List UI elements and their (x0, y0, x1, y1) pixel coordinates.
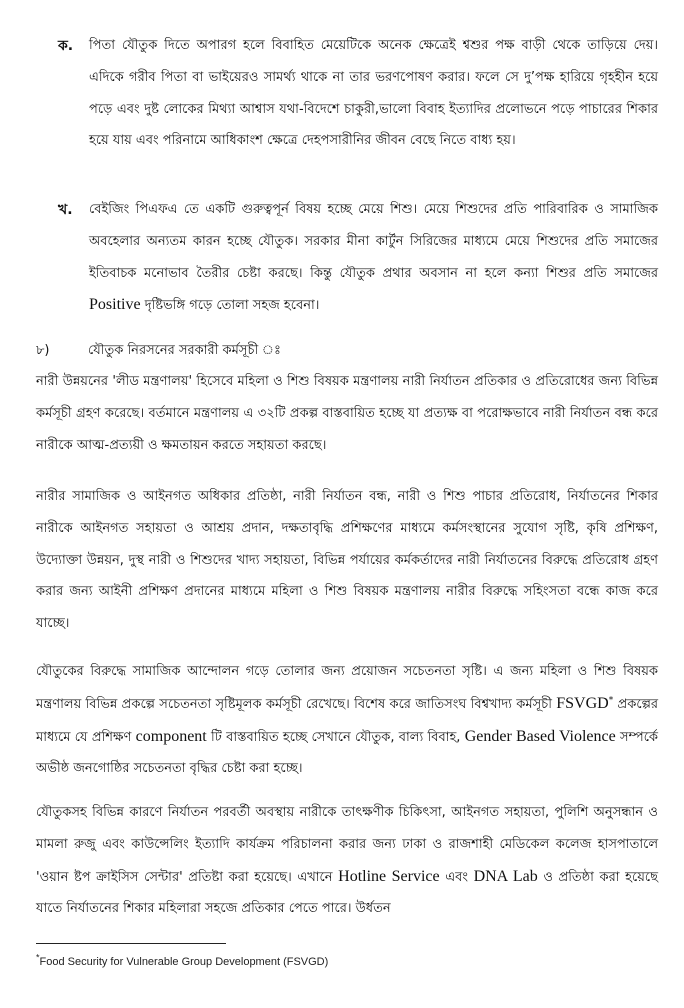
latin-term: component (135, 727, 207, 745)
latin-term: Hotline Service (338, 867, 440, 885)
latin-term: Positive (89, 296, 141, 314)
text-run: যৌতুকের বিরুদ্ধে সামাজিক আন্দোলন গড়ে তোলার জন্য প্রয়োজন সচেতনতা সৃষ্টি। এ জন্য মহিলা ও শিশু বিষয়ক মন্ত্রণালয় বিভিন্ন প্রকল্পে সচেতনতা সৃষ্টিমূলক কর্মসূচী রেখেছে। বিশেষ করে জাতিসংঘ বিশ্বখাদ্য কর্মসূচী (36, 664, 658, 712)
list-item-text: পিতা যৌতুক দিতে অপারগ হলে বিবাহিত মেয়েটিকে অনেক ক্ষেত্রেই শ্বশুর পক্ষ বাড়ী থেকে তাড়িয়ে দেয়। এদিকে গরীব পিতা বা ভাইয়েরও সামর্থ্য থাকে না তার ভরণপোষণ করার। ফলে সে দু’পক্ষ হারিয়ে গৃহহীন হয়ে পড়ে এবং দুষ্ট লোকের মিথ্যা আশ্বাস যথা-বিদেশে চাকুরী,ভালো বিবাহ ইত্যাদির প্রলোভনে পড়ে পাচারের শিকার হয়ে যায় এবং পরিনামে আধিকাংশ ক্ষেত্রে দেহপসারীনির জীবন বেছে নিতে বাধ্য হয়। (89, 38, 658, 149)
list-item-text (89, 194, 658, 322)
paragraph (36, 656, 658, 785)
text-run: ও প্রতিষ্ঠা করা হয়েছে যাতে নির্যাতনের শিকার মহিলারা সহজে প্রতিকার পেতে পারে। উর্ধতন (36, 869, 658, 917)
paragraph: নারী উন্নয়নের 'লীড মন্ত্রণালয়' হিসেবে মহিলা ও শিশু বিষয়ক মন্ত্রণালয় নারী নির্যাতন প্রতিকার ও প্রতিরোধের জন্য বিভিন্ন কর্মসূচী গ্রহণ করেছে। বর্তমানে মন্ত্রণালয় এ ৩২টি প্রকল্প বাস্তবায়িত হচ্ছে যা প্রত্যক্ষ বা পরোক্ষভাবে নারী নির্যাতন বন্ধ করে নারীকে আত্ম-প্রত্যয়ী ও ক্ষমতায়ন করতে সহায়তা করছে। (36, 374, 658, 453)
footnote-divider (36, 943, 226, 944)
list-marker: ক. (58, 38, 74, 54)
section-title: যৌতুক নিরসনের সরকারী কর্মসূচী ঃ (88, 343, 281, 358)
list-item-kha (58, 194, 658, 322)
list-item-ka (58, 30, 658, 157)
text-run: টি বাস্তবায়িত হচ্ছে সেখানে যৌতুক, বাল্য বিবাহ, (206, 729, 465, 745)
section-heading (36, 336, 636, 366)
text-run: সম্পর্কে অভীষ্ঠ জনগোষ্ঠির সচেতনতা বৃদ্ধির চেষ্টা করা হচ্ছে। (36, 729, 659, 777)
footnote-mark: * (36, 952, 40, 963)
text-run: যৌতুকসহ বিভিন্ন কারণে নির্যাতন পরবর্তী অবস্থায় নারীকে তাৎক্ষণীক চিকিৎসা, আইনগত সহায়তা, পুলিশি অনুসন্ধান ও মামলা রুজু এবং কাউন্সেলিং ইত্যাদি কার্যক্রম পরিচালনা করার জন্য ঢাকা ও রাজশাহী মেডিকেল কলেজ হাসপাতালে 'ওয়ান ষ্টপ ক্রাইসিস সেন্টার' প্রতিষ্টা করা হয়েছে। এখানে (36, 805, 658, 885)
footnote-text: Food Security for Vulnerable Group Development (FSVGD) (39, 956, 329, 968)
text-run: এবং (439, 869, 474, 885)
paragraph (36, 797, 658, 925)
section-number: ৮) (36, 343, 50, 358)
latin-term: DNA Lab (473, 867, 538, 885)
footnote (36, 952, 329, 969)
paragraph: নারীর সামাজিক ও আইনগত অধিকার প্রতিষ্ঠা, নারী নির্যাতন বন্ধ, নারী ও শিশু পাচার প্রতিরোধ, নির্যাতনের শিকার নারীকে আইনগত সহায়তা ও আশ্রয় প্রদান, দক্ষতাবৃদ্ধি প্রশিক্ষণের মাধ্যমে কর্মসংস্থানের সুযোগ সৃষ্টি, কৃষি প্রশিক্ষণ, উদ্যোক্তা উন্নয়ন, দুস্থ নারী ও শিশুদের খাদ্য সহায়তা, বিভিন্ন পর্যায়ের কর্মকর্তাদের নারী নির্যাতনের বিরুদ্ধে প্রতিরোধ গ্রহণ করার জন্য আইনী প্রশিক্ষণ প্রদানের মাধ্যমে মহিলা ও শিশু বিষয়ক মন্ত্রণালয় নারীর বিরুদ্ধে সহিংসতা বন্ধে কাজ করে যাচ্ছে। (36, 489, 658, 632)
footnote-reference: * (608, 695, 614, 706)
text-run: বেইজিং পিএফএ তে একটি গুরুত্বপূর্ন বিষয় হচ্ছে মেয়ে শিশু। মেয়ে শিশুদের প্রতি পারিবারিক ও সামাজিক অবহেলার অন্যতম কারন হচ্ছে যৌতুক। সরকার মীনা কার্টুন সিরিজের মাধ্যমে মেয়ে শিশুদের প্রতি সমাজের ইতিবাচক মনোভাব তৈরীর চেষ্টা করছে। কিন্তু যৌতুক প্রথার অবসান না হলে কন্যা শিশুর প্রতি সমাজের (89, 202, 658, 281)
text-run: দৃষ্টিভঙ্গি গড়ে তোলা সহজ হবেনা। (140, 298, 320, 314)
latin-term: FSVGD (556, 694, 609, 712)
list-marker: খ. (58, 202, 73, 218)
latin-term: Gender Based Violence (464, 727, 616, 745)
text-run: প্রকল্পের মাধ্যমে যে প্রশিক্ষণ (36, 696, 658, 745)
